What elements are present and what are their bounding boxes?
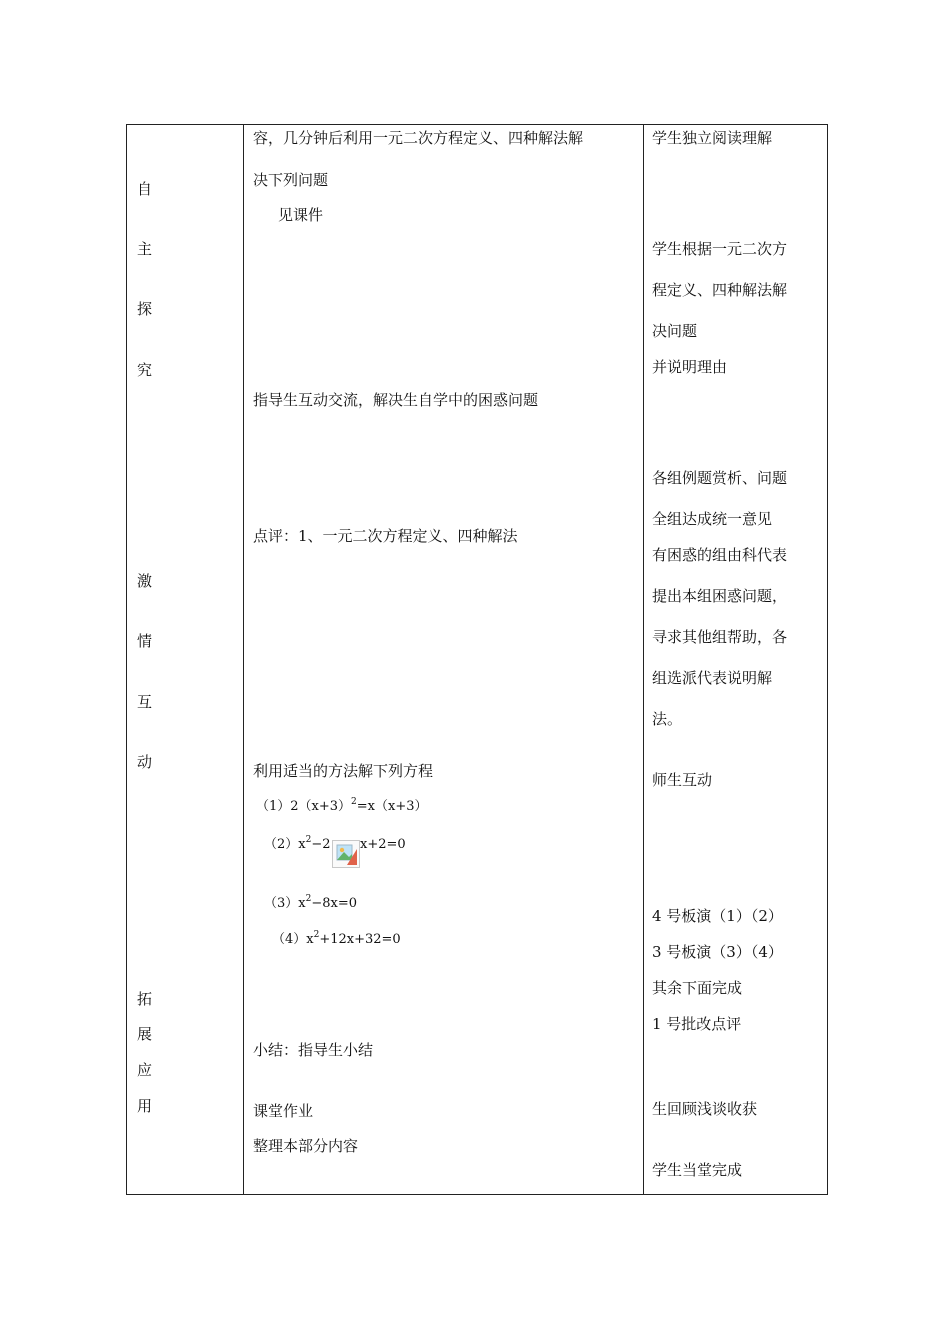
- student-text: 法。: [652, 710, 683, 728]
- column-divider-2: [643, 125, 644, 1194]
- stage-char: 探: [137, 300, 153, 318]
- broken-image-icon: [332, 840, 360, 868]
- teacher-text: 小结：指导生小结: [253, 1041, 374, 1059]
- stage-char: 激: [137, 572, 153, 590]
- equation-4: $(4)x^2+12x+32=0$: [272, 930, 401, 947]
- teacher-text: 容，几分钟后利用一元二次方程定义、四种解法解: [253, 129, 584, 147]
- student-text: 程定义、四种解法解: [652, 281, 788, 299]
- student-text: 学生根据一元二次方: [652, 240, 788, 258]
- stage-char: 主: [137, 240, 153, 258]
- teacher-text: 课堂作业: [253, 1102, 314, 1120]
- stage-char: 应: [137, 1061, 153, 1079]
- teacher-text: 见课件: [278, 206, 324, 224]
- stage-char: 用: [137, 1097, 153, 1115]
- equation-2: $(2)x^2-2$: [264, 835, 331, 852]
- student-text: 学生当堂完成: [652, 1161, 743, 1179]
- stage-char: 拓: [137, 990, 153, 1008]
- teacher-text: 指导生互动交流，解决生自学中的困惑问题: [253, 391, 539, 409]
- student-text: 并说明理由: [652, 358, 728, 376]
- teacher-text: 决下列问题: [253, 171, 329, 189]
- stage-char: 情: [137, 632, 153, 650]
- stage-char: 动: [137, 753, 153, 771]
- student-text: 4 号板演（1）（2）: [652, 907, 783, 925]
- student-text: 3 号板演（3）（4）: [652, 943, 783, 961]
- equation-2-tail: x+2=0: [360, 837, 406, 852]
- column-divider-1: [243, 125, 244, 1194]
- teacher-text: 利用适当的方法解下列方程: [253, 762, 434, 780]
- student-text: 师生互动: [652, 771, 713, 789]
- student-text: 寻求其他组帮助，各: [652, 628, 788, 646]
- equation-1: $(1)2(x+3)^2=x(x+3)$: [256, 797, 428, 814]
- teacher-text: 整理本部分内容: [253, 1137, 359, 1155]
- student-text: 1 号批改点评: [652, 1015, 742, 1033]
- stage-char: 展: [137, 1025, 153, 1043]
- student-text: 有困惑的组由科代表: [652, 546, 788, 564]
- student-text: 全组达成统一意见: [652, 510, 773, 528]
- equation-3: $(3)x^2-8x=0$: [264, 894, 358, 911]
- teacher-text: 点评：1、一元二次方程定义、四种解法: [253, 527, 518, 545]
- student-text: 生回顾浅谈收获: [652, 1100, 758, 1118]
- stage-char: 互: [137, 693, 153, 711]
- student-text: 各组例题赏析、问题: [652, 469, 788, 487]
- student-text: 提出本组困惑问题，: [652, 587, 788, 605]
- student-text: 其余下面完成: [652, 979, 743, 997]
- student-text: 学生独立阅读理解: [652, 129, 773, 147]
- student-text: 组选派代表说明解: [652, 669, 773, 687]
- student-text: 决问题: [652, 322, 698, 340]
- stage-char: 自: [137, 180, 153, 198]
- stage-char: 究: [137, 361, 153, 379]
